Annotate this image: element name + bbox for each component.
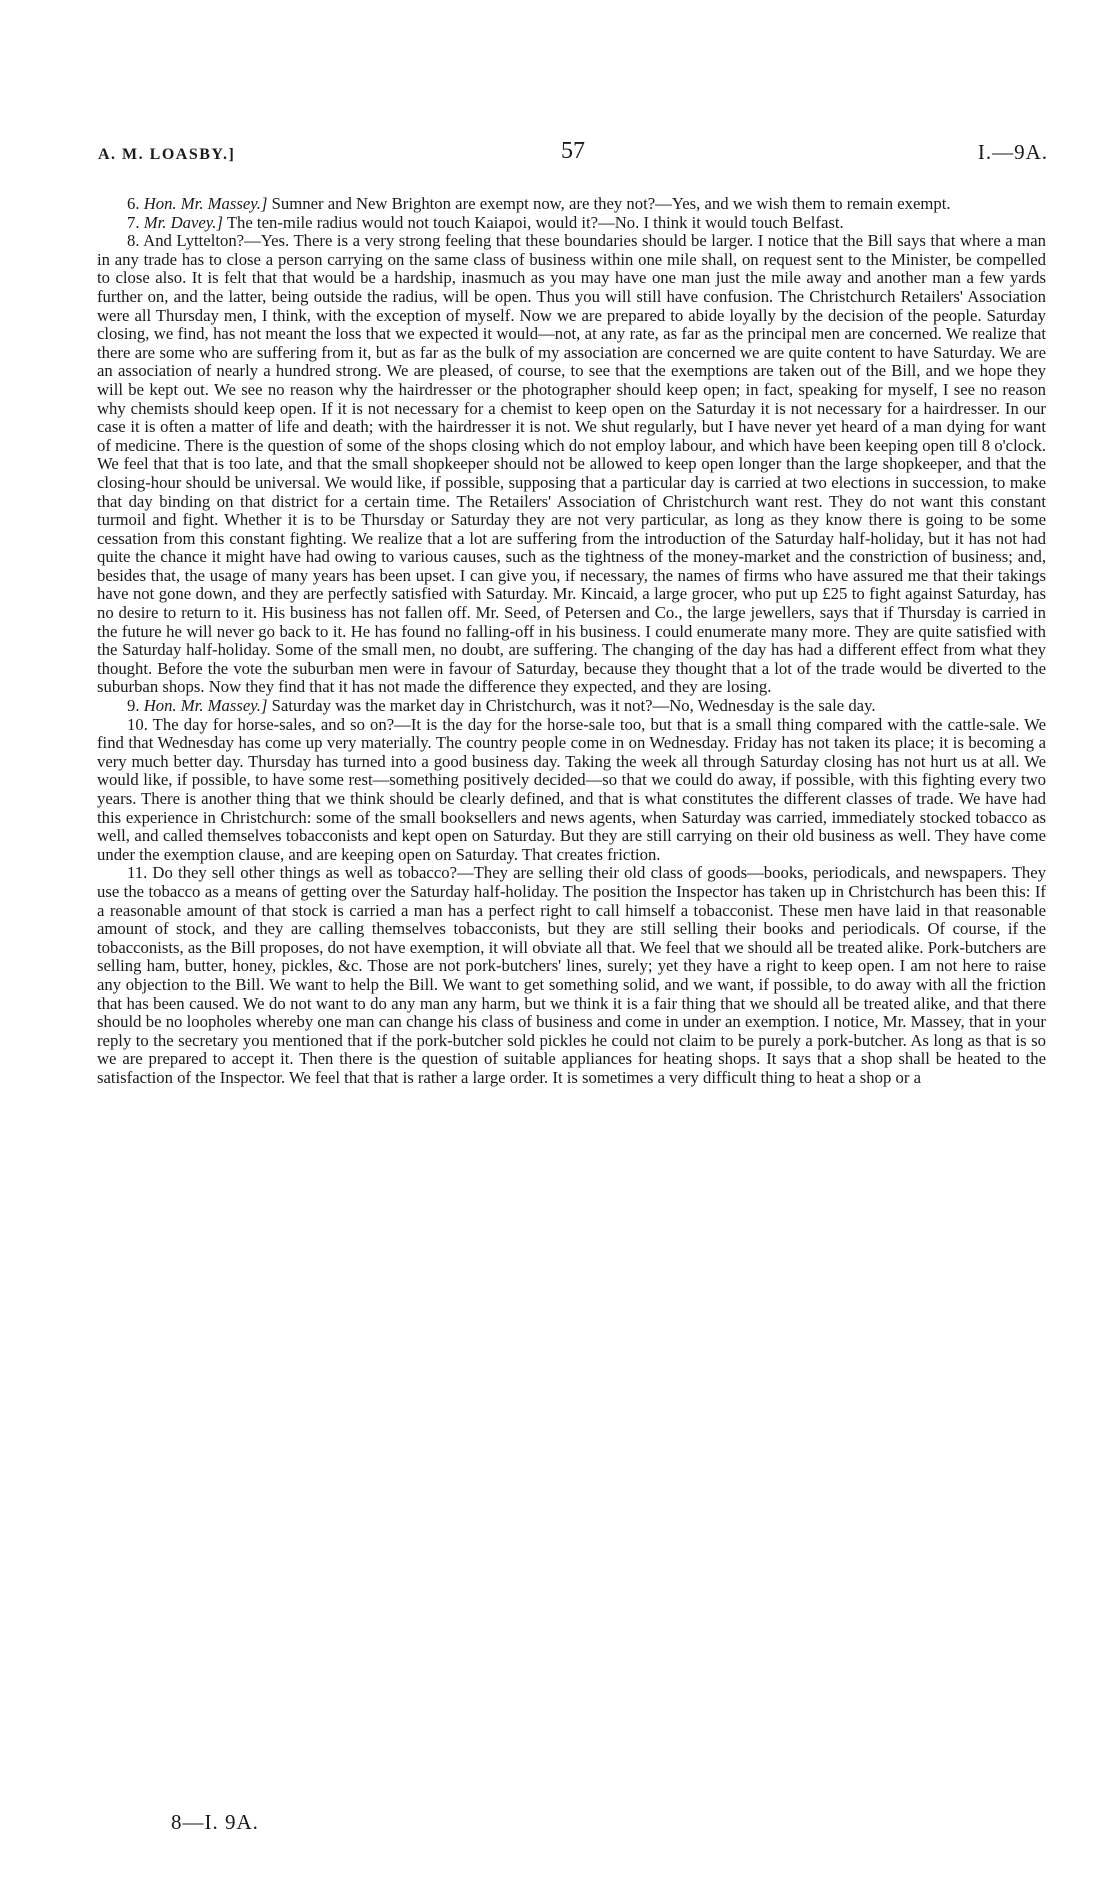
paragraph-text: Sumner and New Brighton are exempt now, are they not?—Yes, and we wish them to remain exempt. [271,194,951,213]
paragraph-6 [97,195,1046,214]
paragraph-8 [97,232,1046,697]
page-header [98,138,1048,168]
paragraph-text: The day for horse-sales, and so on?—It is the day for the horse-sale too, but that is a small thing compared with the cattle-sale. We find that Wednesday has come up very materially. The country people come in on Wednesday. Friday has not taken its place; it is becoming a very much better day. Thursday has turned into a good business day. Taking the week all through Saturday closing has not hurt us at all. We would like, if possible, to have some rest—something positively decided—so that we could do away, if possible, with this fighting every two years. There is another thing that we think should be clearly defined, and that is what constitutes the different classes of trade. We have had this experience in Christchurch: some of the small booksellers and news agents, when Saturday was carried, immediately stocked tobacco as well, and called themselves tobacconists and kept open on Saturday. But they are still carrying on their old business as well. They have come under the exemption clause, and are keeping open on Saturday. That creates friction. [97,714,1046,864]
paragraph-9 [97,697,1046,716]
signature-mark: 8—I. 9A. [171,1810,259,1834]
header-witness-name: A. M. LOASBY.] [98,146,236,163]
question-number: 9. [127,696,140,716]
paragraph-text: The ten-mile radius would not touch Kaiapoi, would it?—No. I think it would touch Belfast. [226,212,844,232]
paragraph-text: Do they sell other things as well as tobacco?—They are selling their old class of goods—books, periodicals, and newspapers. They use the tobacco as a means of getting over the Saturday half-holiday. The position the Inspector has taken up in Christchurch has been this: If a reasonable amount of that stock is carried a man has a perfect right to call himself a tobacconist. These men have laid in that reasonable amount of stock, and they are calling themselves tobacconists, but they are still selling their books and periodicals. Of course, if the tobacconists, as the Bill proposes, do not have exemption, it will obviate all that. We feel that we should all be treated alike. Pork-butchers are selling ham, butter, honey, pickles, &c. Those are not pork-butchers' lines, surely; yet they have a right to keep open. I am not here to raise any objection to the Bill. We want to help the Bill. We want to get something solid, and we want, if possible, to do away with all the friction that has been caused. We do not want to do any man any harm, but we think it is a fair thing that we should all be treated alike, and that there should be no loopholes whereby one man can change his class of business and come in under an exemption. I notice, Mr. Massey, that in your reply to the secretary you mentioned that if the pork-butcher sold pickles he could not claim to be purely a pork-butcher. As long as that is so we are prepared to accept it. Then there is the question of suitable appliances for heating shops. It says that a shop shall be heated to the satisfaction of the Inspector. We feel that that is rather a large order. It is sometimes a very difficult thing to heat a shop or a [97,863,1046,1087]
speaker: Mr. Davey.] [143,212,223,232]
question-number: 8. [127,231,140,251]
document-body [97,195,1046,1088]
header-paper-reference: I.—9A. [977,140,1048,164]
speaker: Hon. Mr. Massey.] [143,696,268,716]
paragraph-7 [97,214,1046,233]
question-number: 11. [127,863,148,883]
speaker: Hon. Mr. Massey.] [143,194,268,213]
paragraph-text: And Lyttelton?—Yes. There is a very strong feeling that these boundaries should be larger. I notice that the Bill says that where a man in any trade has to close a person carrying on the same class of business within one mile shall, on request sent to the Minister, be compelled to close also. It is felt that that would be a hardship, inasmuch as you may have one man just the mile away and another man a few yards further on, and the latter, being outside the radius, will be open. Thus you will still have confusion. The Christchurch Retailers' Association were all Thursday men, I think, with the exception of myself. Now we are prepared to abide loyally by the decision of the people. Saturday closing, we find, has not meant the loss that we expected it would—not, at any rate, as far as the principal men are concerned. We realize that there are some who are suffering from it, but as far as the bulk of my association are concerned we are quite content to have Saturday. We are an association of nearly a hundred strong. We are pleased, of course, to see that the exemptions are taken out of the Bill, and we hope they will be kept out. We see no reason why the hairdresser or the photographer should keep open; in fact, speaking for myself, I see no reason why chemists should keep open. If it is not necessary for a chemist to keep open on the Saturday it is not necessary for a hairdresser. In our case it is often a matter of life and death; with the hairdresser it is not. We shut regularly, but I have never yet heard of a man dying for want of medicine. There is the question of some of the shops closing which do not employ labour, and which have been keeping open till 8 o'clock. We feel that that is too late, and that the small shopkeeper should not be allowed to keep open longer than the large shopkeeper, and that the closing-hour should be universal. We would like, if possible, supposing that a particular day is carried at two elections in succession, to make that day binding on that district for a certain time. The Retailers' Association of Christchurch want rest. They do not want this constant turmoil and fight. Whether it is to be Thursday or Saturday they are not very particular, as long as they know there is going to be some cessation from this constant fighting. We realize that a lot are suffering from the introduction of the Saturday half-holiday, but it has not had quite the chance it might have had owing to various causes, such as the tightness of the money-market and the constriction of business; and, besides that, the usage of many years has been upset. I can give you, if necessary, the names of firms who have assured me that their takings have not gone down, and they are perfectly satisfied with Saturday. Mr. Kincaid, a large grocer, who put up £25 to fight against Saturday, has no desire to return to it. His business has not fallen off. Mr. Seed, of Petersen and Co., the large jewellers, says that if Thursday is carried in the future he will never go back to it. He has found no falling-off in his business. I could enumerate many more. They are quite satisfied with the Saturday half-holiday. Some of the small men, no doubt, are suffering. The changing of the day has had a different effect from what they thought. Before the vote the suburban men were in favour of Saturday, because they thought that a lot of the trade would be diverted to the suburban shops. Now they find that it has not made the difference they expected, and they are losing. [97,231,1046,697]
question-number: 6. [127,194,140,213]
question-number: 10. [127,714,148,734]
question-number: 7. [127,212,140,232]
paragraph-11 [97,864,1046,1087]
paragraph-text: Saturday was the market day in Christchurch, was it not?—No, Wednesday is the sale day. [271,696,876,716]
page-number: 57 [561,138,585,164]
paragraph-10 [97,716,1046,865]
